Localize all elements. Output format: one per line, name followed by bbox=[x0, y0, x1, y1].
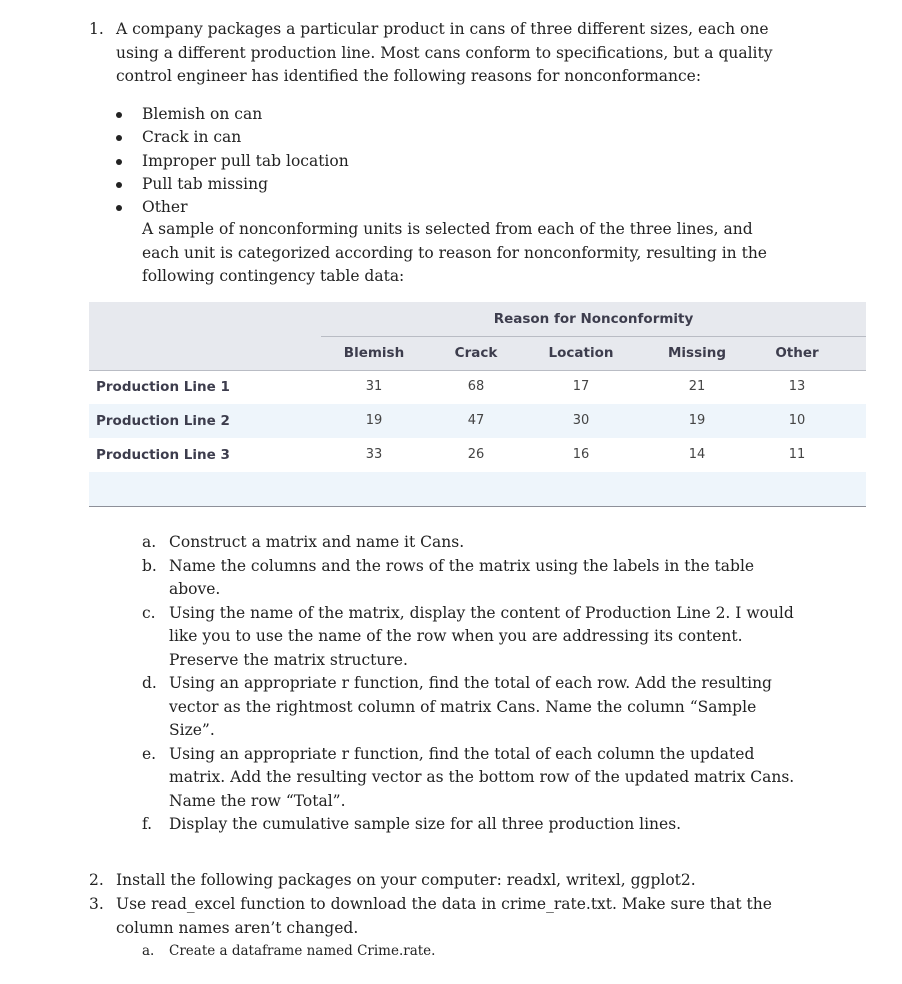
contingency-table bbox=[89, 302, 866, 507]
table-cell: 21 bbox=[688, 379, 706, 394]
part-text: Using the name of the matrix, display the content of Production Line 2. I would like you to use the name of the row when you are addressing its content. Preserve the matrix structure. bbox=[169, 603, 794, 669]
bullet-icon bbox=[116, 182, 122, 188]
question-3 bbox=[89, 893, 789, 940]
part-text: Create a dataframe named Crime.rate. bbox=[169, 943, 436, 959]
table-cell: 16 bbox=[572, 447, 590, 462]
column-header: Location bbox=[548, 345, 614, 361]
list-item bbox=[142, 672, 802, 743]
reason-text: Improper pull tab location bbox=[142, 151, 349, 170]
part-label: d. bbox=[142, 674, 157, 692]
row-header: Production Line 3 bbox=[96, 447, 230, 463]
table-cell: 26 bbox=[467, 447, 485, 462]
part-label: b. bbox=[142, 556, 157, 575]
table-cell: 17 bbox=[572, 379, 590, 394]
table-cell: 19 bbox=[365, 413, 383, 428]
reason-text: Other bbox=[142, 198, 188, 217]
part-label: e. bbox=[142, 744, 157, 763]
reason-text: Blemish on can bbox=[142, 105, 263, 123]
bullet-icon bbox=[116, 112, 122, 118]
column-header: Missing bbox=[667, 345, 727, 361]
table-cell: 31 bbox=[365, 379, 383, 394]
question-1 bbox=[89, 18, 789, 89]
table-cell: 30 bbox=[572, 413, 590, 428]
table-divider bbox=[321, 336, 866, 337]
list-item bbox=[116, 173, 796, 196]
part-label: c. bbox=[142, 603, 156, 622]
part-text: Using an appropriate r function, find the total of each row. Add the resulting vector as the rightmost column of matrix Cans. Name the column “Sample Size”. bbox=[169, 674, 772, 739]
list-item bbox=[142, 555, 802, 602]
part-label: f. bbox=[142, 815, 153, 833]
table-cell: 47 bbox=[467, 413, 485, 428]
question-number: 3. bbox=[89, 895, 104, 913]
list-item bbox=[142, 531, 802, 555]
list-item bbox=[142, 743, 802, 814]
reason-text: Crack in can bbox=[142, 128, 242, 147]
list-item bbox=[142, 813, 802, 837]
question-2 bbox=[89, 869, 789, 893]
bullet-icon bbox=[116, 159, 122, 165]
table-cell: 19 bbox=[688, 413, 706, 428]
part-text: Name the columns and the rows of the matrix using the labels in the table above. bbox=[169, 556, 755, 598]
part-text: Using an appropriate r function, find the total of each column the updated matrix. Add the resulting vector as the bottom row of the updated matrix Cans. Name the row “Total”. bbox=[169, 744, 795, 810]
column-header: Crack bbox=[454, 345, 498, 361]
row-header: Production Line 2 bbox=[96, 413, 230, 429]
reason-text: Pull tab missing bbox=[142, 174, 268, 193]
table-title: Reason for Nonconformity bbox=[493, 311, 694, 327]
list-item bbox=[116, 126, 796, 149]
part-label: a. bbox=[142, 943, 155, 959]
list-item bbox=[116, 103, 796, 126]
question-text: Install the following packages on your computer: readxl, writexl, ggplot2. bbox=[116, 871, 696, 889]
reasons-list bbox=[116, 103, 796, 219]
table-cell: 33 bbox=[365, 447, 383, 462]
question-parts bbox=[142, 531, 802, 837]
table-row-stripe bbox=[89, 472, 866, 506]
list-item bbox=[116, 150, 796, 173]
column-header: Other bbox=[775, 345, 819, 361]
part-label: a. bbox=[142, 533, 157, 551]
list-item bbox=[142, 602, 802, 673]
bullet-icon bbox=[116, 205, 122, 211]
table-divider bbox=[89, 370, 866, 371]
table-divider bbox=[89, 506, 866, 507]
row-header: Production Line 1 bbox=[96, 379, 230, 395]
part-text: Construct a matrix and name it Cans. bbox=[169, 533, 465, 551]
sample-description: A sample of nonconforming units is selected from each of the three lines, and each unit is categorized according to reason for nonconformity, resulting in the following contingency table data: bbox=[142, 220, 767, 285]
question-3-part-a bbox=[142, 941, 435, 961]
question-number: 2. bbox=[89, 871, 104, 889]
column-header: Blemish bbox=[343, 345, 405, 361]
part-text: Display the cumulative sample size for all three production lines. bbox=[169, 815, 682, 833]
question-number: 1. bbox=[89, 20, 104, 38]
table-cell: 14 bbox=[688, 447, 706, 462]
table-cell: 68 bbox=[467, 379, 485, 394]
bullet-icon bbox=[116, 135, 122, 141]
question-text: Use read_excel function to download the data in crime_rate.txt. Make sure that the column names aren’t changed. bbox=[116, 895, 772, 937]
list-item bbox=[116, 196, 796, 219]
table-cell: 11 bbox=[788, 447, 806, 462]
table-cell: 10 bbox=[788, 413, 806, 428]
table-cell: 13 bbox=[788, 379, 806, 394]
question-text: A company packages a particular product in cans of three different sizes, each one using a different production line. Most cans conform to specifications, but a quality control engineer has identified the following reasons for nonconformance: bbox=[116, 20, 773, 85]
